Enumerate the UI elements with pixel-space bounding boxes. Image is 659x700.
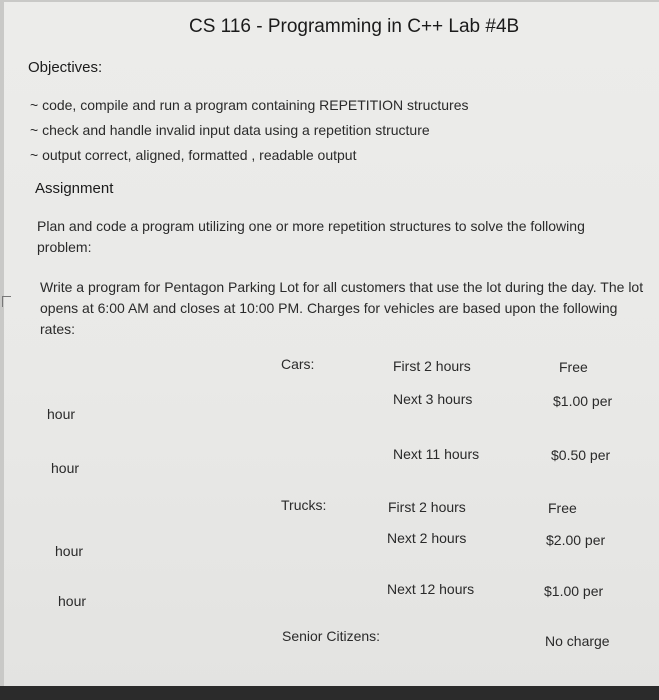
rate-charge: $2.00 per [546, 532, 606, 548]
rate-period: First 2 hours [388, 499, 466, 515]
assignment-intro: Plan and code a program utilizing one or more repetition structures to solve the following problem: [37, 218, 585, 255]
seniors-charge: No charge [545, 633, 610, 649]
rate-charge: Free [559, 359, 588, 375]
rate-unit: hour [51, 460, 80, 476]
rate-unit: hour [58, 593, 87, 609]
rate-unit: hour [47, 406, 76, 422]
rate-period: Next 3 hours [393, 391, 473, 407]
rate-period: Next 2 hours [387, 530, 467, 546]
page-edge-mark [2, 296, 11, 307]
rate-period: First 2 hours [393, 358, 471, 374]
objectives-heading: Objectives: [28, 59, 103, 76]
trucks-label: Trucks: [281, 497, 327, 513]
objective-item: ~ output correct, aligned, formatted , readable output [30, 147, 357, 163]
assignment-heading: Assignment [35, 180, 114, 197]
rate-period: Next 12 hours [387, 581, 475, 597]
rate-charge: $1.00 per [553, 393, 613, 409]
cars-label: Cars: [281, 356, 315, 372]
rate-charge: $1.00 per [544, 583, 604, 599]
seniors-label: Senior Citizens: [282, 628, 381, 644]
objective-item: ~ check and handle invalid input data using a repetition structure [30, 122, 430, 138]
rate-charge: Free [548, 500, 577, 516]
rate-period: Next 11 hours [393, 446, 480, 462]
bottom-bar [0, 686, 659, 700]
problem-statement: Write a program for Pentagon Parking Lot for all customers that use the lot during the day. The lot opens at 6:00 AM and closes at 10:00 PM. Charges for vehicles are based upon the following rates: [40, 279, 644, 337]
rate-unit: hour [55, 543, 84, 559]
rate-charge: $0.50 per [551, 447, 611, 463]
objective-item: ~ code, compile and run a program containing REPETITION structures [30, 97, 469, 113]
page-title: CS 116 - Programming in C++ Lab #4B [189, 16, 520, 37]
